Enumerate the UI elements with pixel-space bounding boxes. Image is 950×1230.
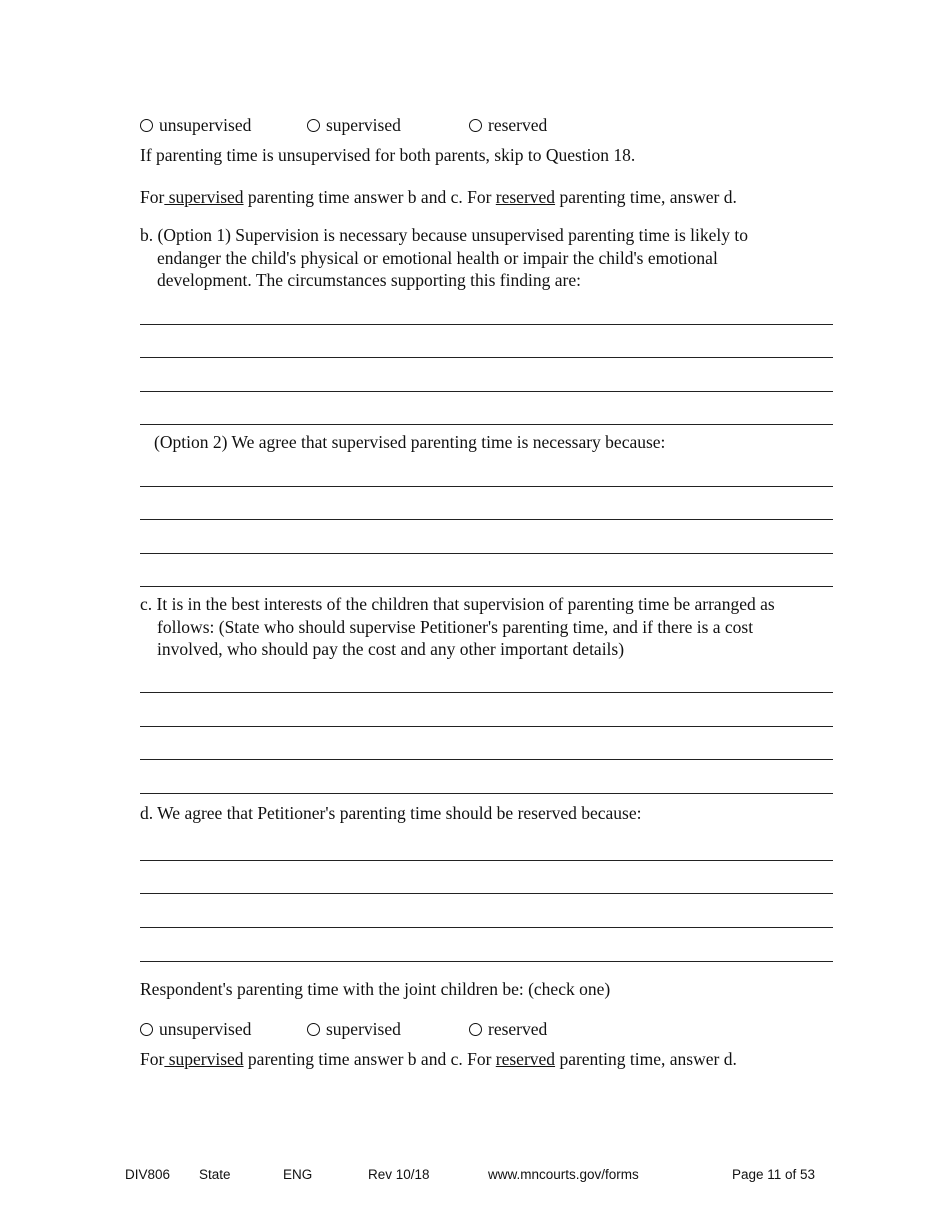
answer-line[interactable] xyxy=(140,692,833,693)
answer-line[interactable] xyxy=(140,961,833,962)
c-line: follows: (State who should supervise Petitioner's parenting time, and if there is a cost xyxy=(157,616,754,637)
instr-text: parenting time, answer d. xyxy=(555,187,737,207)
footer-jurisdiction: State xyxy=(199,1167,231,1182)
question-b-option2: (Option 2) We agree that supervised parenting time is necessary because: xyxy=(154,432,666,452)
radio-circle-icon[interactable] xyxy=(307,1023,320,1036)
radio-label: unsupervised xyxy=(159,115,252,135)
radio-label: supervised xyxy=(326,1019,401,1039)
footer-website[interactable]: www.mncourts.gov/forms xyxy=(488,1167,639,1182)
supervised-instructions xyxy=(140,187,737,208)
radio-reserved[interactable] xyxy=(469,115,547,136)
answer-line[interactable] xyxy=(140,486,833,487)
radio-unsupervised[interactable] xyxy=(140,1019,251,1040)
answer-line[interactable] xyxy=(140,927,833,928)
footer-form-code: DIV806 xyxy=(125,1167,171,1182)
answer-line[interactable] xyxy=(140,793,833,794)
answer-line[interactable] xyxy=(140,860,833,861)
radio-reserved[interactable] xyxy=(469,1019,547,1040)
radio-circle-icon[interactable] xyxy=(469,1023,482,1036)
answer-line[interactable] xyxy=(140,519,833,520)
c-line: c. It is in the best interests of the children that supervision of parenting time be arranged as xyxy=(140,594,775,614)
instr-reserved: reserved xyxy=(495,1049,556,1069)
instr-text: For xyxy=(140,187,165,207)
answer-line[interactable] xyxy=(140,424,833,425)
radio-circle-icon[interactable] xyxy=(140,119,153,132)
skip-note: If parenting time is unsupervised for both parents, skip to Question 18. xyxy=(140,145,636,165)
supervised-instructions xyxy=(140,1049,737,1070)
answer-line[interactable] xyxy=(140,391,833,392)
radio-label: unsupervised xyxy=(159,1019,252,1039)
answer-line[interactable] xyxy=(140,553,833,554)
radio-circle-icon[interactable] xyxy=(140,1023,153,1036)
radio-circle-icon[interactable] xyxy=(469,119,482,132)
answer-line[interactable] xyxy=(140,893,833,894)
answer-line[interactable] xyxy=(140,324,833,325)
radio-label: reserved xyxy=(488,115,548,135)
instr-supervised: supervised xyxy=(164,1049,244,1069)
radio-label: reserved xyxy=(488,1019,548,1039)
radio-supervised[interactable] xyxy=(307,115,401,136)
instr-text: parenting time, answer d. xyxy=(555,1049,737,1069)
question-c xyxy=(140,593,840,661)
answer-line[interactable] xyxy=(140,759,833,760)
question-d: d. We agree that Petitioner's parenting time should be reserved because: xyxy=(140,803,642,823)
instr-text: parenting time answer b and c. For xyxy=(243,1049,496,1069)
radio-label: supervised xyxy=(326,115,401,135)
instr-supervised: supervised xyxy=(164,187,244,207)
instr-text: parenting time answer b and c. For xyxy=(243,187,496,207)
radio-unsupervised[interactable] xyxy=(140,115,251,136)
question-b-option1 xyxy=(140,224,840,292)
b-option1-line: b. (Option 1) Supervision is necessary because unsupervised parenting time is likely to xyxy=(140,225,748,245)
b-option1-line: development. The circumstances supporting this finding are: xyxy=(157,270,581,290)
answer-line[interactable] xyxy=(140,357,833,358)
respondent-question: Respondent's parenting time with the joint children be: (check one) xyxy=(140,979,611,999)
footer-language: ENG xyxy=(283,1167,313,1182)
b-option1-line: endanger the child's physical or emotional health or impair the child's emotional xyxy=(157,247,718,268)
instr-reserved: reserved xyxy=(495,187,556,207)
footer-page-number: Page 11 of 53 xyxy=(732,1167,816,1182)
instr-text: For xyxy=(140,1049,165,1069)
c-line: involved, who should pay the cost and any other important details) xyxy=(157,639,625,659)
radio-supervised[interactable] xyxy=(307,1019,401,1040)
answer-line[interactable] xyxy=(140,586,833,587)
answer-line[interactable] xyxy=(140,726,833,727)
footer-revision: Rev 10/18 xyxy=(368,1167,430,1182)
radio-circle-icon[interactable] xyxy=(307,119,320,132)
